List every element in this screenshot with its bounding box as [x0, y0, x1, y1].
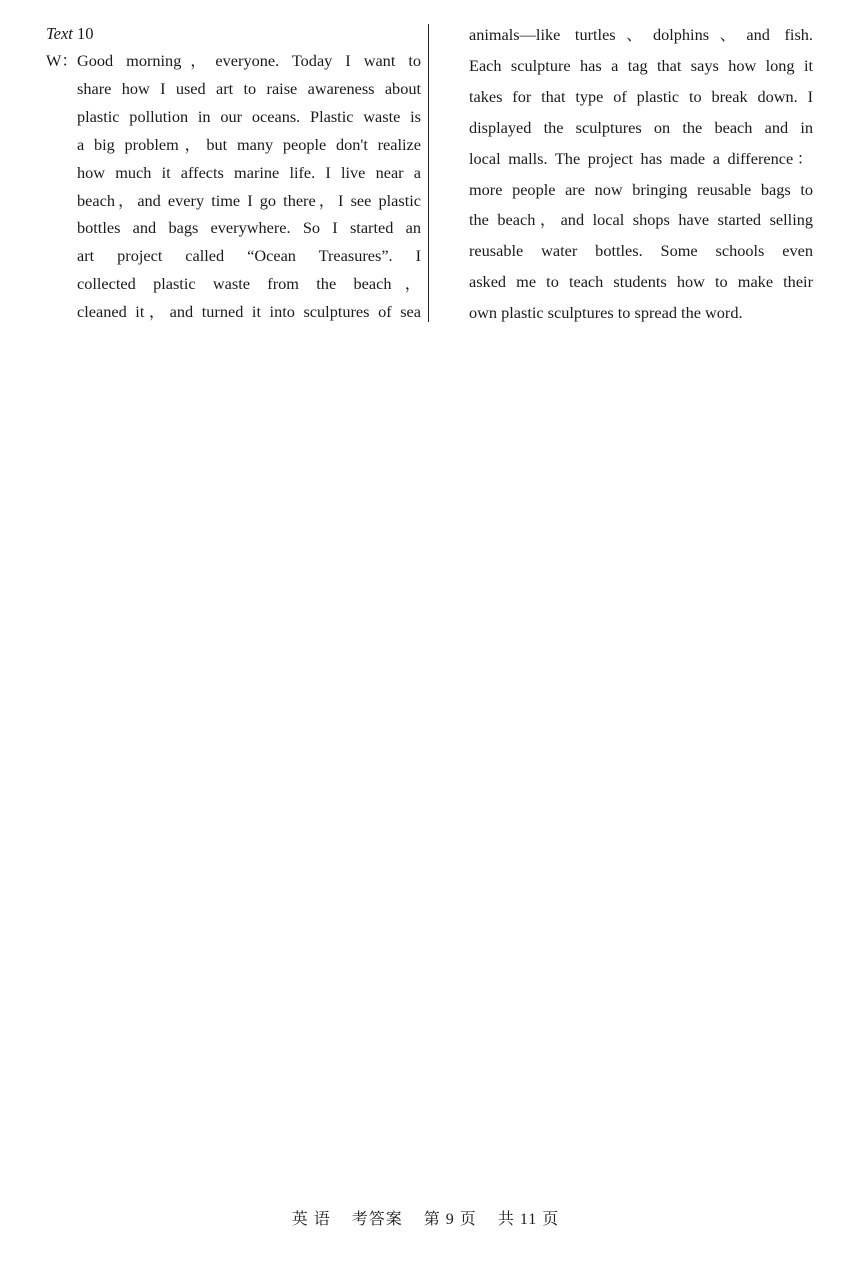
paragraph-line: local malls. The project has made a difference： — [469, 148, 813, 168]
text-number: 10 — [77, 24, 94, 43]
paragraph-line: displayed the sculptures on the beach and in — [469, 117, 813, 137]
paragraph-line: animals—like turtles、dolphins、and fish. — [469, 25, 813, 44]
paragraph-line: reusable water bottles. Some schools even — [469, 241, 813, 261]
paragraph-line: share how I used art to raise awareness about — [77, 78, 421, 98]
paragraph-line: bottles and bags everywhere. So I started an — [77, 218, 421, 238]
footer-total-pages: 共 11 页 — [497, 1211, 560, 1228]
paragraph-line: more people are now bringing reusable bags to — [469, 179, 813, 199]
left-column — [46, 20, 421, 326]
speaker-label: W： — [46, 51, 78, 70]
paragraph-line: how much it affects marine life. I live near a — [77, 162, 421, 182]
paragraph-line: cleaned it，and turned it into sculptures of sea — [77, 302, 421, 322]
paragraph-line: takes for that type of plastic to break down. I — [469, 86, 813, 106]
footer-page-number: 第 9 页 — [423, 1211, 477, 1228]
paragraph-line: Each sculpture has a tag that says how long it — [469, 55, 813, 75]
paragraph-line: a big problem，but many people don't realize — [77, 134, 421, 154]
section-title — [46, 20, 421, 47]
paragraph-line: plastic pollution in our oceans. Plastic waste is — [77, 106, 421, 126]
footer-subject: 英 语 — [291, 1211, 331, 1228]
paragraph-line: Good morning，everyone. Today I want to — [77, 51, 421, 70]
footer-doc-label: 考答案 — [351, 1211, 403, 1228]
paragraph-line: collected plastic waste from the beach， — [77, 274, 421, 294]
paragraph-line: asked me to teach students how to make their — [469, 272, 813, 292]
paragraph-line: art project called “Ocean Treasures”. I — [77, 246, 421, 266]
paragraph-line: beach，and every time I go there，I see plastic — [77, 190, 421, 210]
paragraph-line: own plastic sculptures to spread the word. — [469, 303, 743, 323]
speech-block — [46, 47, 421, 326]
text-label: Text — [46, 24, 73, 43]
right-column — [469, 20, 813, 329]
paragraph-line: the beach，and local shops have started selling — [469, 210, 813, 230]
page-footer — [0, 1206, 851, 1229]
column-divider — [428, 24, 429, 322]
